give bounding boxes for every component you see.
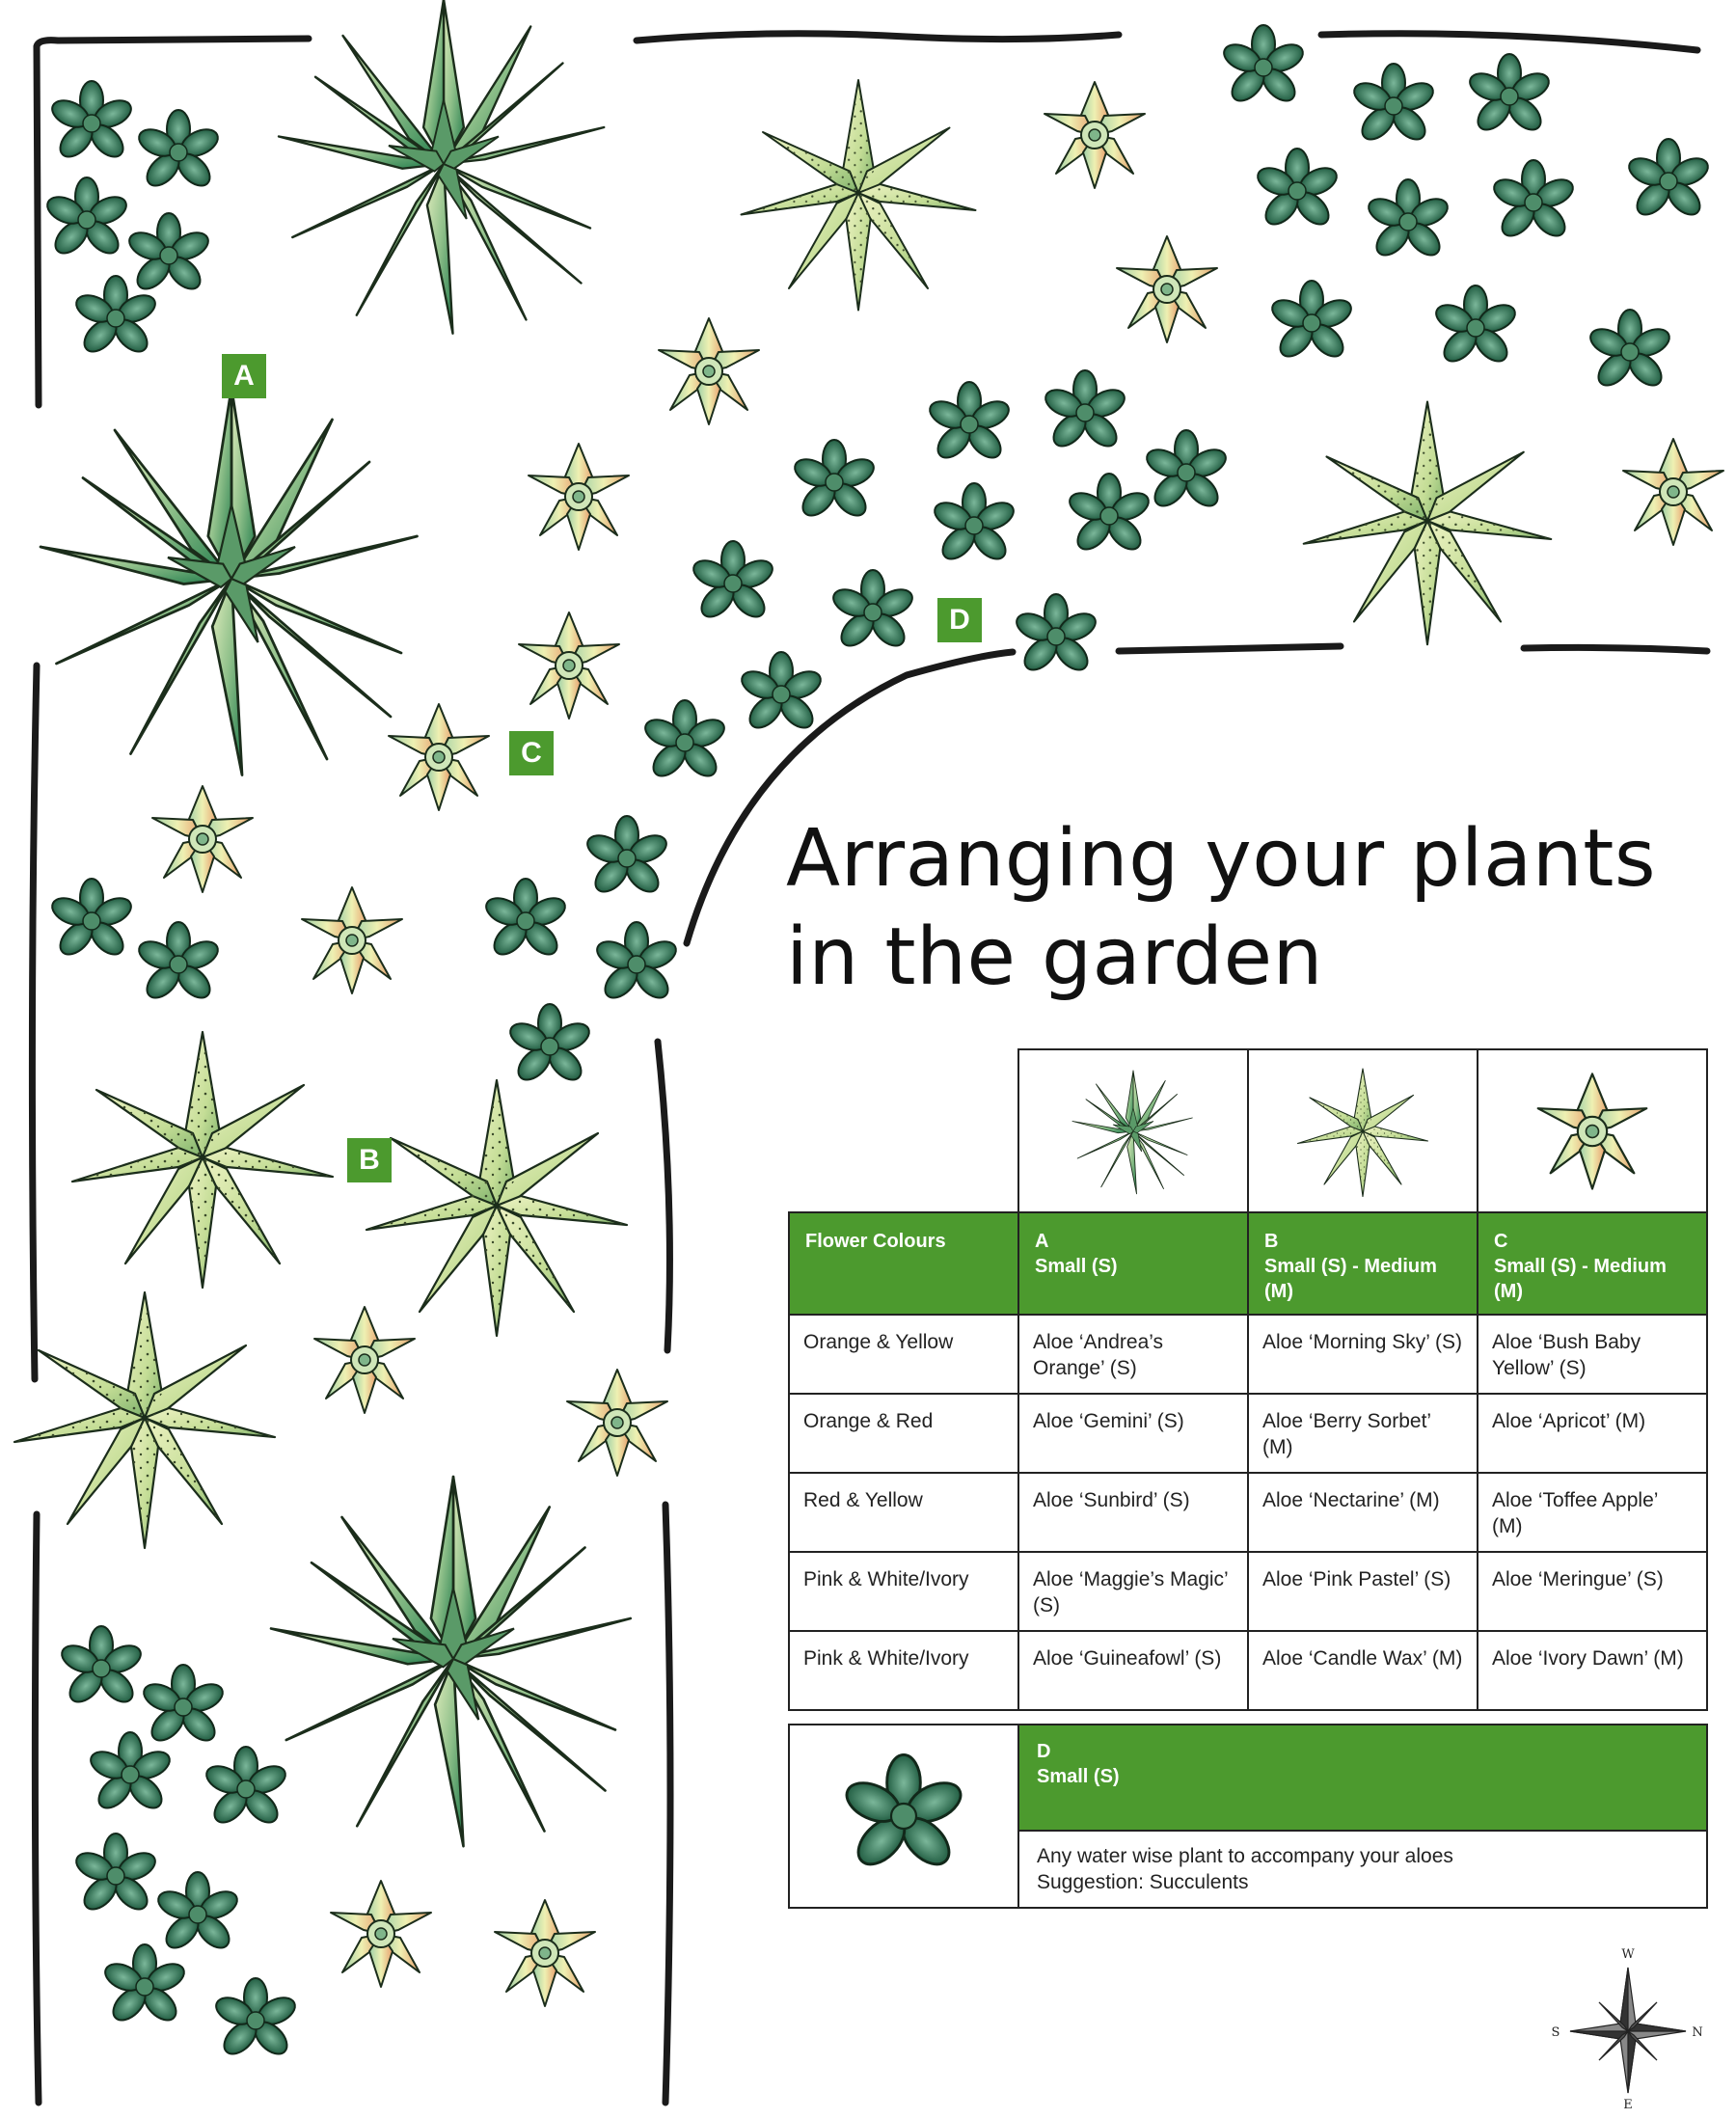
aloe-b-icon xyxy=(742,80,976,311)
cell-a: Aloe ‘Maggie’s Magic’ (S) xyxy=(1018,1552,1248,1631)
cell-b: Aloe ‘Morning Sky’ (S) xyxy=(1248,1315,1478,1394)
aloe-b-icon xyxy=(1304,402,1552,645)
legend-blank-cell xyxy=(789,1049,1018,1212)
d-description xyxy=(1018,1831,1707,1908)
legend-image-row xyxy=(789,1049,1707,1212)
aloe-c-icon xyxy=(1530,1069,1655,1194)
marker-c: C xyxy=(509,731,554,775)
table-row xyxy=(789,1631,1707,1710)
table-row xyxy=(789,1315,1707,1394)
header-b xyxy=(1248,1212,1478,1315)
legend-thumb-a xyxy=(1018,1049,1248,1212)
succulent-legend-table xyxy=(788,1724,1708,1909)
compass-top-label: W xyxy=(1621,1947,1635,1962)
d-size: Small (S) xyxy=(1037,1766,1120,1787)
compass-rose-icon xyxy=(1541,1939,1705,2112)
d-desc-line-1: Any water wise plant to accompany your aloes xyxy=(1037,1845,1453,1867)
marker-a: A xyxy=(222,354,266,398)
header-b-letter: B xyxy=(1264,1231,1279,1252)
plant-legend-table xyxy=(788,1048,1708,1711)
cell-c: Aloe ‘Toffee Apple’ (M) xyxy=(1478,1473,1707,1552)
compass-left-label: S xyxy=(1551,2025,1560,2040)
aloe-a-icon xyxy=(271,1477,631,1846)
header-a-letter: A xyxy=(1035,1231,1049,1252)
aloe-a-icon xyxy=(41,388,418,775)
title-line-1: Arranging your plants xyxy=(786,813,1657,905)
cell-colour: Red & Yellow xyxy=(789,1473,1018,1552)
cell-colour: Pink & White/Ivory xyxy=(789,1631,1018,1710)
header-flower-colours: Flower Colours xyxy=(789,1212,1018,1315)
cell-a: Aloe ‘Gemini’ (S) xyxy=(1018,1394,1248,1473)
header-a xyxy=(1018,1212,1248,1315)
d-header xyxy=(1018,1725,1707,1831)
cell-c: Aloe ‘Apricot’ (M) xyxy=(1478,1394,1707,1473)
header-a-size: Small (S) xyxy=(1035,1256,1118,1277)
header-c-size: Small (S) - Medium (M) xyxy=(1494,1256,1667,1302)
d-desc-line-2: Suggestion: Succulents xyxy=(1037,1871,1249,1893)
legend-thumb-b xyxy=(1248,1049,1478,1212)
page-title xyxy=(786,810,1712,1007)
table-row xyxy=(789,1394,1707,1473)
cell-a: Aloe ‘Sunbird’ (S) xyxy=(1018,1473,1248,1552)
cell-colour: Orange & Yellow xyxy=(789,1315,1018,1394)
header-b-size: Small (S) - Medium (M) xyxy=(1264,1256,1437,1302)
aloe-b-icon xyxy=(366,1080,627,1336)
cell-b: Aloe ‘Pink Pastel’ (S) xyxy=(1248,1552,1478,1631)
d-letter: D xyxy=(1037,1741,1051,1762)
aloe-a-icon xyxy=(1066,1064,1201,1199)
cell-a: Aloe ‘Guineafowl’ (S) xyxy=(1018,1631,1248,1710)
table-row xyxy=(789,1473,1707,1552)
cell-b: Aloe ‘Berry Sorbet’ (M) xyxy=(1248,1394,1478,1473)
marker-d: D xyxy=(937,598,982,642)
cell-a: Aloe ‘Andrea’s Orange’ (S) xyxy=(1018,1315,1248,1394)
legend-thumb-c xyxy=(1478,1049,1707,1212)
cell-c: Aloe ‘Meringue’ (S) xyxy=(1478,1552,1707,1631)
cell-colour: Orange & Red xyxy=(789,1394,1018,1473)
legend-thumb-d xyxy=(789,1725,1018,1908)
compass-right-label: N xyxy=(1692,2025,1703,2040)
cell-b: Aloe ‘Candle Wax’ (M) xyxy=(1248,1631,1478,1710)
title-line-2: in the garden xyxy=(786,911,1323,1003)
aloe-b-icon xyxy=(1290,1064,1435,1199)
header-c-letter: C xyxy=(1494,1231,1508,1252)
succulent-d-icon xyxy=(841,1753,966,1879)
aloe-a-icon xyxy=(279,0,604,334)
cell-c: Aloe ‘Ivory Dawn’ (M) xyxy=(1478,1631,1707,1710)
compass-bottom-label: E xyxy=(1623,2098,1633,2112)
table-row xyxy=(789,1552,1707,1631)
aloe-c-group xyxy=(152,82,1723,2006)
marker-b: B xyxy=(347,1138,392,1182)
aloe-b-icon xyxy=(72,1032,333,1288)
aloe-b-icon xyxy=(14,1292,275,1548)
cell-colour: Pink & White/Ivory xyxy=(789,1552,1018,1631)
cell-c: Aloe ‘Bush Baby Yellow’ (S) xyxy=(1478,1315,1707,1394)
cell-b: Aloe ‘Nectarine’ (M) xyxy=(1248,1473,1478,1552)
legend-header-row xyxy=(789,1212,1707,1315)
header-c xyxy=(1478,1212,1707,1315)
